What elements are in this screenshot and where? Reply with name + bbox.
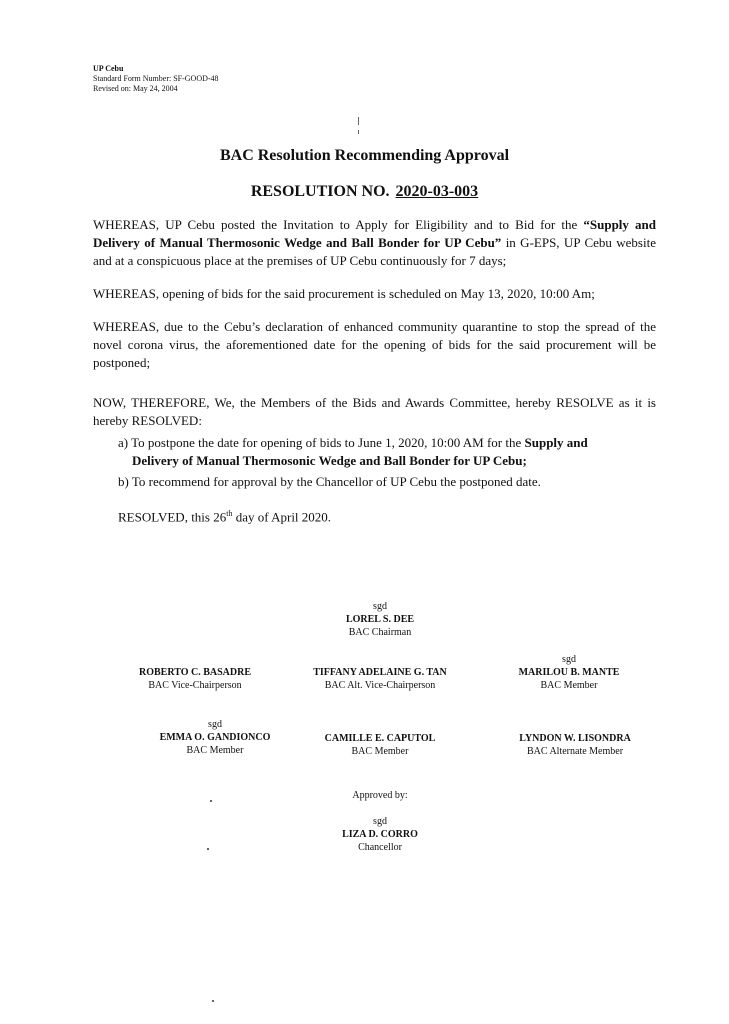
sgd-mark: sgd bbox=[373, 601, 387, 612]
signature-lisondra bbox=[500, 732, 650, 758]
item-a-text: a) To postpone the date for opening of bids to June 1, 2020, 10:00 AM for the bbox=[118, 435, 525, 450]
header-revised: Revised on: May 24, 2004 bbox=[93, 84, 178, 93]
form-header bbox=[93, 64, 219, 94]
resolution-item-b: b) To recommend for approval by the Chancellor of UP Cebu the postponed date. bbox=[118, 474, 541, 489]
scan-speck bbox=[207, 848, 209, 850]
scan-speck bbox=[358, 130, 359, 134]
resolved-sup: th bbox=[226, 509, 233, 518]
resolved-pre: RESOLVED, this 26 bbox=[118, 509, 227, 525]
resolution-item-a bbox=[118, 434, 663, 470]
signatory-role: Chancellor bbox=[358, 842, 402, 853]
header-org: UP Cebu bbox=[93, 64, 124, 73]
scan-speck bbox=[212, 1000, 214, 1002]
resolution-number-line bbox=[0, 183, 729, 201]
scan-speck bbox=[210, 800, 212, 802]
resolved-post: day of April 2020. bbox=[232, 509, 332, 525]
signature-caputol bbox=[310, 732, 450, 758]
signatory-name: ROBERTO C. BASADRE bbox=[139, 667, 251, 678]
whereas-paragraph-1 bbox=[93, 216, 656, 270]
signatory-name: CAMILLE E. CAPUTOL bbox=[324, 733, 436, 744]
signatory-role: BAC Member bbox=[540, 680, 598, 691]
signatory-role: BAC Member bbox=[186, 745, 244, 756]
signature-basadre bbox=[120, 666, 270, 692]
item-a-bold-1: Supply and bbox=[524, 435, 588, 450]
sgd-mark: sgd bbox=[208, 719, 222, 730]
signatory-name: LOREL S. DEE bbox=[345, 614, 415, 625]
signatory-name: EMMA O. GANDIONCO bbox=[159, 732, 271, 743]
approved-by-label: Approved by: bbox=[352, 790, 408, 801]
resolved-date-line bbox=[118, 509, 331, 525]
sgd-mark: sgd bbox=[562, 654, 576, 665]
resolution-number: 2020-03-003 bbox=[395, 183, 479, 200]
signatory-name: LYNDON W. LISONDRA bbox=[519, 733, 631, 744]
signature-corro bbox=[320, 815, 440, 854]
whereas-paragraph-3: WHEREAS, due to the Cebu’s declaration of enhanced community quarantine to stop the spread of the novel corona virus, the aforementioned date for the opening of bids for the said procurement will be postponed; bbox=[93, 319, 656, 370]
signatory-role: BAC Vice-Chairperson bbox=[148, 680, 242, 691]
signature-gandionco bbox=[140, 718, 290, 757]
resolution-label: RESOLUTION NO. bbox=[250, 183, 390, 200]
signature-tan bbox=[300, 666, 460, 692]
signatory-name: LIZA D. CORRO bbox=[342, 829, 418, 840]
p1-project-name: “Supply and Delivery of Manual Thermosonic Wedge and Ball Bonder for UP Cebu” bbox=[93, 217, 656, 250]
signatory-role: BAC Alternate Member bbox=[526, 746, 624, 757]
sgd-mark: sgd bbox=[373, 816, 387, 827]
signatory-role: BAC Alt. Vice-Chairperson bbox=[324, 680, 436, 691]
header-form-number: Standard Form Number: SF-GOOD-48 bbox=[93, 74, 219, 83]
item-a-bold-2: Delivery of Manual Thermosonic Wedge and Ball Bonder for UP Cebu; bbox=[132, 453, 527, 468]
scan-speck bbox=[358, 117, 359, 125]
p1-text-a: WHEREAS, UP Cebu posted the Invitation to Apply for Eligibility and to Bid for the bbox=[93, 217, 584, 232]
signatory-name: MARILOU B. MANTE bbox=[518, 667, 620, 678]
signature-mante bbox=[499, 653, 639, 692]
signature-dee bbox=[320, 600, 440, 639]
signatory-name: TIFFANY ADELAINE G. TAN bbox=[313, 667, 447, 678]
signatory-role: BAC Chairman bbox=[348, 627, 412, 638]
resolve-paragraph: NOW, THEREFORE, We, the Members of the Bids and Awards Committee, hereby RESOLVE as it is hereby RESOLVED: bbox=[93, 395, 656, 428]
p1-text-c: in G-EPS, UP Cebu website and at a conspicuous place at the premises of UP Cebu continuously for 7 days; bbox=[93, 235, 656, 268]
signatory-role: BAC Member bbox=[351, 746, 409, 757]
document-title: BAC Resolution Recommending Approval bbox=[219, 147, 510, 164]
whereas-paragraph-2: WHEREAS, opening of bids for the said procurement is scheduled on May 13, 2020, 10:00 Am; bbox=[93, 286, 595, 301]
